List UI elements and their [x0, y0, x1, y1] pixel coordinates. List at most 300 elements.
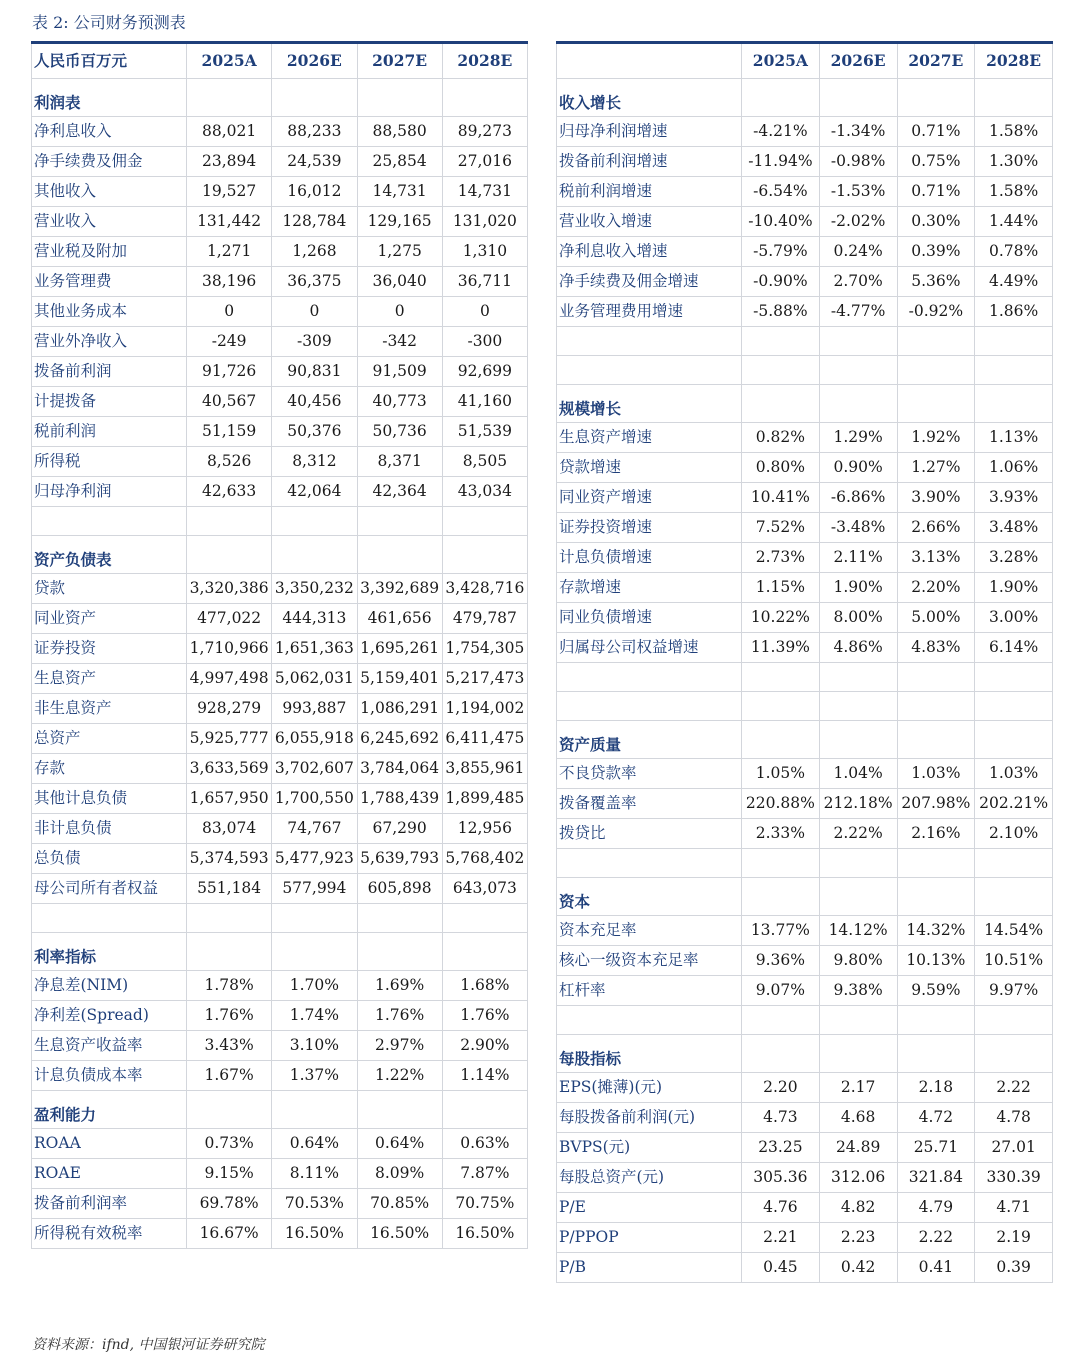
- table-row: [32, 447, 528, 477]
- value-cell: 1.15%: [742, 573, 820, 603]
- section-row: [557, 878, 1053, 916]
- value-cell: 0: [357, 297, 442, 327]
- row-label: 总负债: [32, 844, 187, 874]
- value-cell: 0: [187, 297, 272, 327]
- value-cell: 4.78: [975, 1103, 1053, 1133]
- table-row: [32, 604, 528, 634]
- value-cell: 0.71%: [897, 177, 975, 207]
- table-row: [557, 1133, 1053, 1163]
- empty-cell: [557, 1006, 742, 1035]
- header-year: 2027E: [897, 43, 975, 79]
- row-label: 每股总资产(元): [557, 1163, 742, 1193]
- row-label: 资本充足率: [557, 916, 742, 946]
- value-cell: 9.36%: [742, 946, 820, 976]
- value-cell: 69.78%: [187, 1189, 272, 1219]
- value-cell: 305.36: [742, 1163, 820, 1193]
- value-cell: -300: [442, 327, 527, 357]
- table-row: [32, 634, 528, 664]
- table-row: [32, 297, 528, 327]
- table-row: [32, 327, 528, 357]
- value-cell: 1,788,439: [357, 784, 442, 814]
- table-row: [32, 387, 528, 417]
- row-label: 拨备前利润增速: [557, 147, 742, 177]
- value-cell: 3,428,716: [442, 574, 527, 604]
- value-cell: 16,012: [272, 177, 357, 207]
- row-label: 净息差(NIM): [32, 971, 187, 1001]
- empty-cell: [272, 904, 357, 933]
- value-cell: 207.98%: [897, 789, 975, 819]
- table-row: [32, 1061, 528, 1091]
- value-cell: 9.97%: [975, 976, 1053, 1006]
- empty-cell: [819, 721, 897, 759]
- value-cell: 3.00%: [975, 603, 1053, 633]
- row-label: 归属母公司权益增速: [557, 633, 742, 663]
- row-label: 贷款增速: [557, 453, 742, 483]
- value-cell: 41,160: [442, 387, 527, 417]
- value-cell: -249: [187, 327, 272, 357]
- value-cell: 1.13%: [975, 423, 1053, 453]
- value-cell: 0.39%: [897, 237, 975, 267]
- value-cell: 1,657,950: [187, 784, 272, 814]
- row-label: 同业资产: [32, 604, 187, 634]
- value-cell: 1.74%: [272, 1001, 357, 1031]
- value-cell: 6.14%: [975, 633, 1053, 663]
- empty-cell: [975, 79, 1053, 117]
- value-cell: 1,086,291: [357, 694, 442, 724]
- value-cell: 312.06: [819, 1163, 897, 1193]
- section-row: [32, 933, 528, 971]
- value-cell: 3.13%: [897, 543, 975, 573]
- value-cell: 2.97%: [357, 1031, 442, 1061]
- value-cell: 3,350,232: [272, 574, 357, 604]
- row-label: 计提拨备: [32, 387, 187, 417]
- value-cell: -5.79%: [742, 237, 820, 267]
- row-label: 拨备前利润: [32, 357, 187, 387]
- value-cell: 5,768,402: [442, 844, 527, 874]
- value-cell: 1,899,485: [442, 784, 527, 814]
- value-cell: 38,196: [187, 267, 272, 297]
- value-cell: 928,279: [187, 694, 272, 724]
- value-cell: 1,275: [357, 237, 442, 267]
- empty-cell: [187, 933, 272, 971]
- row-label: 业务管理费用增速: [557, 297, 742, 327]
- row-label: P/PPOP: [557, 1223, 742, 1253]
- value-cell: 5,159,401: [357, 664, 442, 694]
- value-cell: 0.24%: [819, 237, 897, 267]
- empty-cell: [557, 327, 742, 356]
- financial-table-right: [556, 41, 1053, 1283]
- empty-cell: [742, 356, 820, 385]
- value-cell: 10.22%: [742, 603, 820, 633]
- value-cell: 91,509: [357, 357, 442, 387]
- value-cell: 3,320,386: [187, 574, 272, 604]
- value-cell: 5,217,473: [442, 664, 527, 694]
- value-cell: 1.70%: [272, 971, 357, 1001]
- value-cell: 70.85%: [357, 1189, 442, 1219]
- value-cell: 4.86%: [819, 633, 897, 663]
- row-label: 净手续费及佣金增速: [557, 267, 742, 297]
- empty-cell: [897, 327, 975, 356]
- value-cell: -10.40%: [742, 207, 820, 237]
- row-label: 净利差(Spread): [32, 1001, 187, 1031]
- row-label: 营业收入增速: [557, 207, 742, 237]
- value-cell: -6.86%: [819, 483, 897, 513]
- row-label: 证券投资增速: [557, 513, 742, 543]
- value-cell: 4.68: [819, 1103, 897, 1133]
- value-cell: 577,994: [272, 874, 357, 904]
- value-cell: 9.80%: [819, 946, 897, 976]
- value-cell: 51,159: [187, 417, 272, 447]
- value-cell: -1.53%: [819, 177, 897, 207]
- value-cell: 8,312: [272, 447, 357, 477]
- value-cell: 3,633,569: [187, 754, 272, 784]
- value-cell: 14,731: [442, 177, 527, 207]
- value-cell: 6,245,692: [357, 724, 442, 754]
- row-label: 拨备前利润率: [32, 1189, 187, 1219]
- value-cell: 1.29%: [819, 423, 897, 453]
- empty-cell: [975, 663, 1053, 692]
- value-cell: 2.23: [819, 1223, 897, 1253]
- row-label: 核心一级资本充足率: [557, 946, 742, 976]
- empty-cell: [742, 721, 820, 759]
- row-label: 其他计息负债: [32, 784, 187, 814]
- value-cell: 1,754,305: [442, 634, 527, 664]
- empty-cell: [742, 878, 820, 916]
- value-cell: 3.90%: [897, 483, 975, 513]
- value-cell: 5.36%: [897, 267, 975, 297]
- value-cell: 2.16%: [897, 819, 975, 849]
- empty-cell: [442, 933, 527, 971]
- row-label: 净手续费及佣金: [32, 147, 187, 177]
- table-row: [557, 297, 1053, 327]
- value-cell: 1.76%: [357, 1001, 442, 1031]
- value-cell: 2.11%: [819, 543, 897, 573]
- empty-cell: [819, 1006, 897, 1035]
- value-cell: 0.71%: [897, 117, 975, 147]
- value-cell: 9.38%: [819, 976, 897, 1006]
- value-cell: 40,567: [187, 387, 272, 417]
- row-label: 净利息收入: [32, 117, 187, 147]
- empty-cell: [819, 1035, 897, 1073]
- header-year: 2026E: [272, 43, 357, 79]
- section-label: 利率指标: [32, 933, 187, 971]
- value-cell: 131,442: [187, 207, 272, 237]
- value-cell: 4.72: [897, 1103, 975, 1133]
- table-row: [557, 513, 1053, 543]
- empty-cell: [187, 904, 272, 933]
- value-cell: 128,784: [272, 207, 357, 237]
- table-row: [32, 1189, 528, 1219]
- value-cell: 25.71: [897, 1133, 975, 1163]
- row-label: ROAA: [32, 1129, 187, 1159]
- value-cell: 605,898: [357, 874, 442, 904]
- table-row: [557, 946, 1053, 976]
- empty-cell: [557, 692, 742, 721]
- row-label: 杠杆率: [557, 976, 742, 1006]
- table-row: [32, 574, 528, 604]
- value-cell: 24.89: [819, 1133, 897, 1163]
- spacer-row: [557, 849, 1053, 878]
- value-cell: 0: [272, 297, 357, 327]
- value-cell: 88,233: [272, 117, 357, 147]
- value-cell: 4.73: [742, 1103, 820, 1133]
- section-row: [557, 721, 1053, 759]
- value-cell: 4.76: [742, 1193, 820, 1223]
- value-cell: 330.39: [975, 1163, 1053, 1193]
- value-cell: 1.14%: [442, 1061, 527, 1091]
- value-cell: 88,580: [357, 117, 442, 147]
- value-cell: 3,784,064: [357, 754, 442, 784]
- value-cell: -0.98%: [819, 147, 897, 177]
- spacer-row: [557, 356, 1053, 385]
- empty-cell: [819, 385, 897, 423]
- empty-cell: [897, 356, 975, 385]
- table-row: [32, 1001, 528, 1031]
- value-cell: 321.84: [897, 1163, 975, 1193]
- value-cell: 1.76%: [442, 1001, 527, 1031]
- empty-cell: [272, 933, 357, 971]
- row-label: 净利息收入增速: [557, 237, 742, 267]
- row-label: 计息负债增速: [557, 543, 742, 573]
- value-cell: 90,831: [272, 357, 357, 387]
- spacer-row: [32, 904, 528, 933]
- row-label: 同业负债增速: [557, 603, 742, 633]
- value-cell: 1.90%: [819, 573, 897, 603]
- value-cell: 993,887: [272, 694, 357, 724]
- row-label: 不良贷款率: [557, 759, 742, 789]
- table-row: [32, 664, 528, 694]
- table-row: [557, 543, 1053, 573]
- value-cell: 1,194,002: [442, 694, 527, 724]
- table-row: [32, 207, 528, 237]
- value-cell: 1.30%: [975, 147, 1053, 177]
- value-cell: 0.45: [742, 1253, 820, 1283]
- value-cell: 1,268: [272, 237, 357, 267]
- value-cell: 1.03%: [897, 759, 975, 789]
- header-year: 2027E: [357, 43, 442, 79]
- value-cell: 1,310: [442, 237, 527, 267]
- value-cell: 2.18: [897, 1073, 975, 1103]
- value-cell: 4,997,498: [187, 664, 272, 694]
- empty-cell: [272, 1091, 357, 1129]
- empty-cell: [897, 1035, 975, 1073]
- value-cell: 2.22: [975, 1073, 1053, 1103]
- header-row: [32, 43, 528, 79]
- empty-cell: [897, 79, 975, 117]
- row-label: 非生息资产: [32, 694, 187, 724]
- value-cell: -5.88%: [742, 297, 820, 327]
- empty-cell: [442, 536, 527, 574]
- value-cell: 0.30%: [897, 207, 975, 237]
- header-year: 2025A: [187, 43, 272, 79]
- value-cell: 1,695,261: [357, 634, 442, 664]
- row-label: 拨贷比: [557, 819, 742, 849]
- value-cell: 16.67%: [187, 1219, 272, 1249]
- value-cell: 220.88%: [742, 789, 820, 819]
- empty-cell: [272, 536, 357, 574]
- row-label: 营业外净收入: [32, 327, 187, 357]
- table-row: [557, 1103, 1053, 1133]
- row-label: 证券投资: [32, 634, 187, 664]
- value-cell: 4.49%: [975, 267, 1053, 297]
- value-cell: 3,392,689: [357, 574, 442, 604]
- value-cell: 16.50%: [442, 1219, 527, 1249]
- value-cell: 5,925,777: [187, 724, 272, 754]
- value-cell: 5,639,793: [357, 844, 442, 874]
- empty-cell: [557, 849, 742, 878]
- row-label: P/B: [557, 1253, 742, 1283]
- table-row: [557, 117, 1053, 147]
- empty-cell: [742, 327, 820, 356]
- value-cell: 12,956: [442, 814, 527, 844]
- table-row: [557, 147, 1053, 177]
- empty-cell: [357, 933, 442, 971]
- value-cell: -0.90%: [742, 267, 820, 297]
- value-cell: 42,364: [357, 477, 442, 507]
- empty-cell: [897, 849, 975, 878]
- value-cell: 70.53%: [272, 1189, 357, 1219]
- value-cell: 74,767: [272, 814, 357, 844]
- value-cell: 27.01: [975, 1133, 1053, 1163]
- spacer-row: [557, 327, 1053, 356]
- table-row: [557, 603, 1053, 633]
- table-row: [557, 1163, 1053, 1193]
- value-cell: 6,055,918: [272, 724, 357, 754]
- table-row: [557, 1223, 1053, 1253]
- spacer-row: [557, 1006, 1053, 1035]
- value-cell: 1.86%: [975, 297, 1053, 327]
- value-cell: 10.41%: [742, 483, 820, 513]
- value-cell: 3.10%: [272, 1031, 357, 1061]
- empty-cell: [357, 904, 442, 933]
- row-label: 同业资产增速: [557, 483, 742, 513]
- value-cell: 1,651,363: [272, 634, 357, 664]
- table-row: [32, 1129, 528, 1159]
- value-cell: 5.00%: [897, 603, 975, 633]
- table-row: [32, 874, 528, 904]
- row-label: 每股拨备前利润(元): [557, 1103, 742, 1133]
- value-cell: 42,633: [187, 477, 272, 507]
- table-row: [557, 423, 1053, 453]
- value-cell: -0.92%: [897, 297, 975, 327]
- section-label: 收入增长: [557, 79, 742, 117]
- empty-cell: [975, 878, 1053, 916]
- row-label: 其他业务成本: [32, 297, 187, 327]
- table-row: [32, 1219, 528, 1249]
- value-cell: 5,374,593: [187, 844, 272, 874]
- value-cell: 1.27%: [897, 453, 975, 483]
- empty-cell: [975, 849, 1053, 878]
- value-cell: 36,040: [357, 267, 442, 297]
- table-row: [557, 819, 1053, 849]
- empty-cell: [32, 904, 187, 933]
- value-cell: 83,074: [187, 814, 272, 844]
- row-label: P/E: [557, 1193, 742, 1223]
- row-label: 总资产: [32, 724, 187, 754]
- empty-cell: [819, 356, 897, 385]
- value-cell: 14,731: [357, 177, 442, 207]
- empty-cell: [442, 904, 527, 933]
- section-row: [32, 1091, 528, 1129]
- table-row: [557, 453, 1053, 483]
- table-row: [32, 694, 528, 724]
- value-cell: 16.50%: [357, 1219, 442, 1249]
- section-row: [557, 79, 1053, 117]
- header-label: [557, 43, 742, 79]
- table-row: [32, 117, 528, 147]
- empty-cell: [357, 536, 442, 574]
- row-label: 拨备覆盖率: [557, 789, 742, 819]
- value-cell: -4.21%: [742, 117, 820, 147]
- value-cell: 461,656: [357, 604, 442, 634]
- financial-table-left: [31, 41, 528, 1249]
- empty-cell: [742, 663, 820, 692]
- value-cell: 67,290: [357, 814, 442, 844]
- value-cell: -1.34%: [819, 117, 897, 147]
- value-cell: 1.69%: [357, 971, 442, 1001]
- header-year: 2025A: [742, 43, 820, 79]
- empty-cell: [897, 878, 975, 916]
- value-cell: 0.64%: [272, 1129, 357, 1159]
- empty-cell: [742, 1006, 820, 1035]
- value-cell: 1.06%: [975, 453, 1053, 483]
- table-row: [557, 483, 1053, 513]
- value-cell: 36,375: [272, 267, 357, 297]
- value-cell: 2.22: [897, 1223, 975, 1253]
- value-cell: 551,184: [187, 874, 272, 904]
- value-cell: 92,699: [442, 357, 527, 387]
- value-cell: 8.11%: [272, 1159, 357, 1189]
- row-label: BVPS(元): [557, 1133, 742, 1163]
- header-year: 2026E: [819, 43, 897, 79]
- table-row: [32, 754, 528, 784]
- value-cell: 2.20%: [897, 573, 975, 603]
- value-cell: 1.58%: [975, 117, 1053, 147]
- value-cell: 0.75%: [897, 147, 975, 177]
- value-cell: 43,034: [442, 477, 527, 507]
- table-row: [32, 237, 528, 267]
- value-cell: 91,726: [187, 357, 272, 387]
- table-row: [32, 1031, 528, 1061]
- value-cell: 2.20: [742, 1073, 820, 1103]
- value-cell: 7.87%: [442, 1159, 527, 1189]
- empty-cell: [742, 385, 820, 423]
- empty-cell: [272, 507, 357, 536]
- value-cell: 202.21%: [975, 789, 1053, 819]
- row-label: 业务管理费: [32, 267, 187, 297]
- value-cell: 13.77%: [742, 916, 820, 946]
- table-row: [32, 267, 528, 297]
- row-label: 贷款: [32, 574, 187, 604]
- value-cell: 9.07%: [742, 976, 820, 1006]
- value-cell: 40,773: [357, 387, 442, 417]
- value-cell: 2.70%: [819, 267, 897, 297]
- empty-cell: [742, 692, 820, 721]
- empty-cell: [975, 385, 1053, 423]
- value-cell: 14.54%: [975, 916, 1053, 946]
- empty-cell: [557, 663, 742, 692]
- empty-cell: [742, 79, 820, 117]
- value-cell: 6,411,475: [442, 724, 527, 754]
- value-cell: 8.09%: [357, 1159, 442, 1189]
- value-cell: 479,787: [442, 604, 527, 634]
- value-cell: 3.93%: [975, 483, 1053, 513]
- empty-cell: [32, 507, 187, 536]
- table-row: [557, 237, 1053, 267]
- row-label: 存款: [32, 754, 187, 784]
- value-cell: 14.12%: [819, 916, 897, 946]
- header-year: 2028E: [975, 43, 1053, 79]
